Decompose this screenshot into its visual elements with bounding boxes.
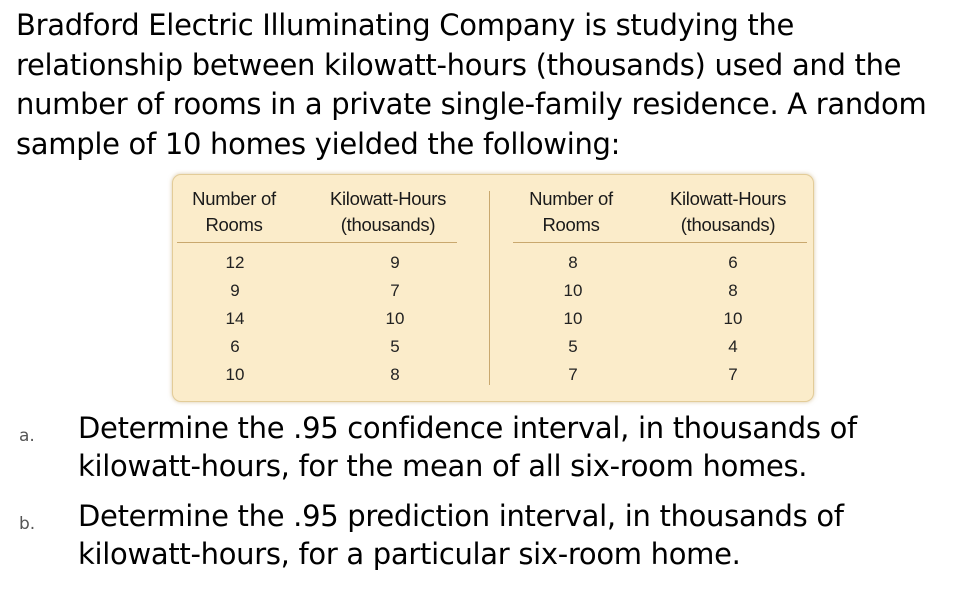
header-text: Rooms bbox=[205, 214, 263, 235]
header-text: Number of bbox=[529, 188, 613, 209]
table-cell: 8 bbox=[390, 365, 400, 384]
column-divider bbox=[489, 191, 490, 385]
header-kwh-right bbox=[651, 186, 805, 238]
table-cell: 10 bbox=[563, 309, 583, 328]
table-cell: 10 bbox=[225, 365, 245, 384]
table-cell: 4 bbox=[728, 337, 738, 356]
problem-statement: Bradford Electric Illuminating Company is studying the relationship between kilowatt-hours (thousands) used and the number of rooms in a private single-family residence. A random sample of 10 homes yielded the following: bbox=[16, 8, 927, 161]
table-cell: 10 bbox=[385, 309, 405, 328]
table-cell: 10 bbox=[563, 281, 583, 300]
table-cell: 6 bbox=[728, 253, 738, 272]
table-cell: 12 bbox=[225, 253, 245, 272]
question-text: Determine the .95 confidence interval, in thousands of kilowatt-hours, for the mean of all six-room homes. bbox=[78, 411, 857, 483]
table-cell: 5 bbox=[568, 337, 578, 356]
header-text: Number of bbox=[192, 188, 276, 209]
header-rooms-left bbox=[173, 186, 295, 238]
table-cell: 7 bbox=[568, 365, 578, 384]
table-cell: 10 bbox=[723, 309, 743, 328]
header-text: Kilowatt-Hours bbox=[669, 188, 787, 209]
table-cell: 7 bbox=[390, 281, 400, 300]
header-kwh-left bbox=[313, 186, 463, 238]
table-cell: 7 bbox=[728, 365, 738, 384]
question-text: Determine the .95 prediction interval, in thousands of kilowatt-hours, for a particular six-room home. bbox=[78, 499, 844, 571]
header-rule-right bbox=[513, 242, 807, 243]
data-table bbox=[172, 174, 814, 402]
item-marker: b. bbox=[19, 514, 36, 534]
item-marker: a. bbox=[19, 426, 35, 446]
table-cell: 6 bbox=[230, 337, 240, 356]
table-cell: 8 bbox=[728, 281, 738, 300]
header-text: Rooms bbox=[542, 214, 600, 235]
header-rule-left bbox=[177, 242, 457, 243]
table-cell: 9 bbox=[390, 253, 400, 272]
header-text: (thousands) bbox=[680, 214, 776, 235]
header-rooms-right bbox=[509, 186, 633, 238]
table-cell: 9 bbox=[230, 281, 240, 300]
table-cell: 14 bbox=[225, 309, 245, 328]
table-cell: 8 bbox=[568, 253, 578, 272]
header-text: Kilowatt-Hours bbox=[329, 188, 447, 209]
table-cell: 5 bbox=[390, 337, 400, 356]
header-text: (thousands) bbox=[340, 214, 436, 235]
